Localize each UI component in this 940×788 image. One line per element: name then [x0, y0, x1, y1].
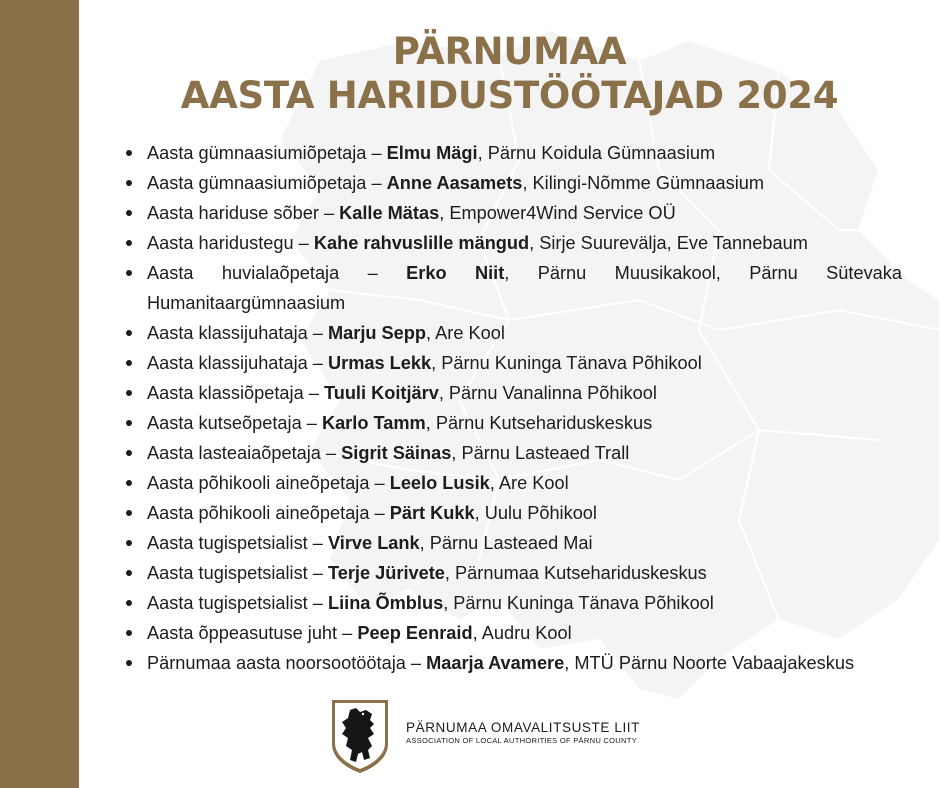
- award-list-item: Aasta põhikooli aineõpetaja – Pärt Kukk, Uulu Põhikool: [120, 498, 902, 528]
- award-separator: –: [301, 413, 322, 433]
- award-separator: –: [366, 173, 387, 193]
- awards-list: [120, 138, 902, 678]
- award-recipient: Pärt Kukk: [389, 503, 475, 523]
- award-category: Aasta gümnaasiumiõpetaja: [147, 143, 367, 163]
- award-affiliation: Pärnu Koidula Gümnaasium: [487, 143, 716, 163]
- award-recipient: Erko Niit: [406, 263, 505, 283]
- award-list-item: Aasta gümnaasiumiõpetaja – Elmu Mägi, Pärnu Koidula Gümnaasium: [120, 138, 902, 168]
- award-category: Pärnumaa aasta noorsootöötaja: [147, 653, 406, 673]
- title-line-1: PÄRNUMAA: [392, 30, 627, 73]
- award-separator: –: [318, 203, 340, 223]
- award-recipient: Terje Jürivete: [327, 563, 445, 583]
- award-affiliation: Kilingi-Nõmme Gümnaasium: [532, 173, 765, 193]
- award-affiliation: Sirje Suurevälja, Eve Tannebaum: [539, 233, 808, 253]
- organization-name: PÄRNUMAA OMAVALITSUSTE LIIT: [406, 720, 640, 735]
- award-list-item: Aasta haridustegu – Kahe rahvuslille mängud, Sirje Suurevälja, Eve Tannebaum: [120, 228, 902, 258]
- award-separator: –: [293, 233, 314, 253]
- organization-label: [406, 720, 640, 746]
- award-separator: –: [339, 263, 407, 283]
- award-list-item: Aasta põhikooli aineõpetaja – Leelo Lusik, Are Kool: [120, 468, 902, 498]
- award-category: Aasta kutseõpetaja: [147, 413, 302, 433]
- award-recipient: Tuuli Koitjärv: [323, 383, 439, 403]
- award-affiliation: Are Kool: [435, 323, 505, 343]
- award-recipient: Elmu Mägi: [386, 143, 478, 163]
- award-category: Aasta huvialaõpetaja: [147, 263, 340, 283]
- award-affiliation: Pärnumaa Kutsehariduskeskus: [455, 563, 707, 583]
- award-category: Aasta tugispetsialist: [147, 533, 308, 553]
- award-affiliation: Pärnu Lasteaed Trall: [461, 443, 630, 463]
- award-affiliation: Pärnu Vanalinna Põhikool: [448, 383, 657, 403]
- award-separator: –: [307, 323, 328, 343]
- award-recipient: Urmas Lekk: [327, 353, 432, 373]
- award-category: Aasta klassijuhataja: [147, 323, 308, 343]
- award-category: Aasta põhikooli aineõpetaja: [147, 473, 370, 493]
- award-affiliation: MTÜ Pärnu Noorte Vabaajakeskus: [574, 653, 855, 673]
- award-category: Aasta hariduse sõber: [147, 203, 319, 223]
- award-separator: –: [307, 353, 328, 373]
- organization-subtitle: ASSOCIATION OF LOCAL AUTHORITIES OF PÄRNU COUNTY: [406, 736, 637, 745]
- award-category: Aasta tugispetsialist: [147, 563, 308, 583]
- award-separator: –: [366, 143, 387, 163]
- award-recipient: Kahe rahvuslille mängud: [313, 233, 530, 253]
- left-accent-stripe: [0, 0, 79, 788]
- award-recipient: Karlo Tamm: [321, 413, 426, 433]
- award-separator: –: [307, 563, 328, 583]
- award-list-item: Aasta lasteaiaõpetaja – Sigrit Säinas, Pärnu Lasteaed Trall: [120, 438, 902, 468]
- award-list-item: Aasta kutseõpetaja – Karlo Tamm, Pärnu Kutsehariduskeskus: [120, 408, 902, 438]
- award-category: Aasta tugispetsialist: [147, 593, 308, 613]
- footer-logo-block: [330, 698, 750, 774]
- award-recipient: Marju Sepp: [327, 323, 427, 343]
- award-recipient: Anne Aasamets: [386, 173, 523, 193]
- award-affiliation: Audru Kool: [481, 623, 572, 643]
- award-affiliation: Uulu Põhikool: [484, 503, 597, 523]
- award-affiliation: Pärnu Lasteaed Mai: [429, 533, 593, 553]
- award-category: Aasta gümnaasiumiõpetaja: [147, 173, 367, 193]
- award-list-item: Aasta tugispetsialist – Virve Lank, Pärnu Lasteaed Mai: [120, 528, 902, 558]
- bear-shield-icon: [330, 698, 390, 774]
- award-affiliation: Pärnu Kuninga Tänava Põhikool: [441, 353, 702, 373]
- award-list-item: Aasta klassijuhataja – Marju Sepp, Are Kool: [120, 318, 902, 348]
- award-recipient: Peep Eenraid: [357, 623, 473, 643]
- award-separator: –: [320, 443, 342, 463]
- award-recipient: Sigrit Säinas: [341, 443, 452, 463]
- award-affiliation: Empower4Wind Service OÜ: [449, 203, 676, 223]
- award-affiliation: Pärnu Kuninga Tänava Põhikool: [453, 593, 714, 613]
- award-list-item: Aasta huvialaõpetaja – Erko Niit, Pärnu Muusikakool, Pärnu Sütevaka Humanitaargümnaasium: [120, 258, 902, 318]
- award-recipient: Maarja Avamere: [426, 653, 565, 673]
- award-separator: –: [369, 473, 390, 493]
- award-category: Aasta põhikooli aineõpetaja: [147, 503, 370, 523]
- award-separator: –: [303, 383, 324, 403]
- award-separator: –: [405, 653, 427, 673]
- award-category: Aasta haridustegu: [147, 233, 294, 253]
- award-list-item: Aasta klassiõpetaja – Tuuli Koitjärv, Pärnu Vanalinna Põhikool: [120, 378, 902, 408]
- award-category: Aasta klassijuhataja: [147, 353, 308, 373]
- award-separator: –: [337, 623, 358, 643]
- award-affiliation: Pärnu Kutsehariduskeskus: [435, 413, 653, 433]
- title-line-2: AASTA HARIDUSTÖÖTAJAD 2024: [180, 74, 839, 117]
- award-separator: –: [307, 533, 328, 553]
- award-recipient: Liina Õmblus: [327, 593, 444, 613]
- award-category: Aasta klassiõpetaja: [147, 383, 304, 403]
- award-separator: –: [307, 593, 328, 613]
- award-list-item: Pärnumaa aasta noorsootöötaja – Maarja Avamere, MTÜ Pärnu Noorte Vabaajakeskus: [120, 648, 902, 678]
- award-recipient: Kalle Mätas: [339, 203, 440, 223]
- award-list-item: Aasta hariduse sõber – Kalle Mätas, Empower4Wind Service OÜ: [120, 198, 902, 228]
- award-list-item: Aasta gümnaasiumiõpetaja – Anne Aasamets, Kilingi-Nõmme Gümnaasium: [120, 168, 902, 198]
- award-recipient: Virve Lank: [327, 533, 420, 553]
- award-list-item: Aasta õppeasutuse juht – Peep Eenraid, Audru Kool: [120, 618, 902, 648]
- award-separator: –: [369, 503, 390, 523]
- award-category: Aasta õppeasutuse juht: [147, 623, 338, 643]
- award-affiliation: Are Kool: [498, 473, 569, 493]
- award-affiliation: Pärnu Muusikakool, Pärnu Sütevaka Humanitaargümnaasium: [147, 263, 902, 313]
- award-list-item: Aasta tugispetsialist – Liina Õmblus, Pärnu Kuninga Tänava Põhikool: [120, 588, 902, 618]
- award-list-item: Aasta klassijuhataja – Urmas Lekk, Pärnu Kuninga Tänava Põhikool: [120, 348, 902, 378]
- award-recipient: Leelo Lusik: [389, 473, 490, 493]
- award-list-item: Aasta tugispetsialist – Terje Jürivete, Pärnumaa Kutsehariduskeskus: [120, 558, 902, 588]
- award-category: Aasta lasteaiaõpetaja: [147, 443, 321, 463]
- page-title: [79, 30, 940, 118]
